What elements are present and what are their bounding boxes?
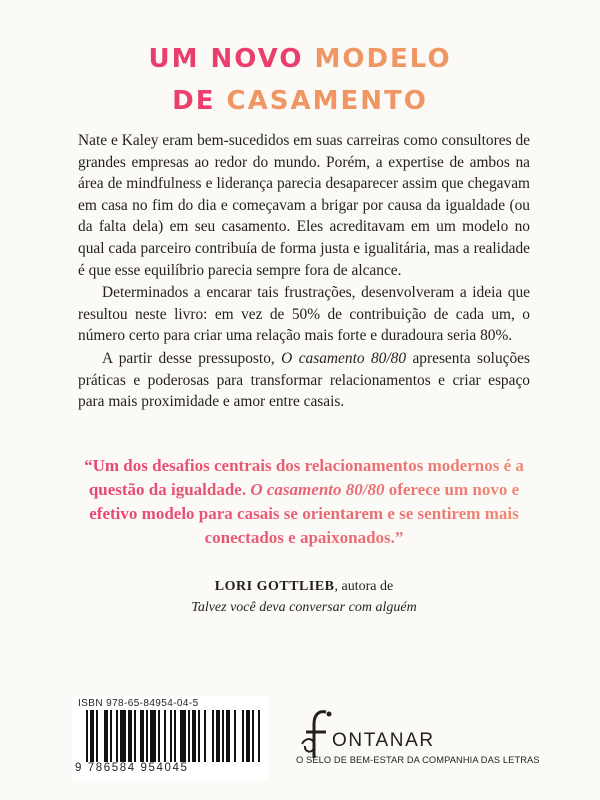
isbn-label: ISBN 978-65-84954-04-5 bbox=[78, 698, 199, 709]
author-name: LORI GOTTLIEB bbox=[214, 579, 335, 594]
publisher-logo bbox=[296, 708, 576, 778]
book-description bbox=[78, 130, 530, 413]
barcode-digits: 9 786584 954045 bbox=[75, 762, 189, 774]
book-title-italic: O casamento 80/80 bbox=[281, 349, 407, 367]
quote-book-title: O casamento 80/80 bbox=[250, 480, 385, 499]
publisher-brand: ONTANAR bbox=[332, 730, 435, 751]
description-paragraph-1: Nate e Kaley eram bem-sucedidos em suas carreiras como consultores de grandes empresas ao redor do mundo. Porém, a expertise de ambos na área de mindfulness e liderança parecia desaparecer assim que chegavam em casa no fim do dia e começavam a brigar por causa da igualdade (ou da falta dela) em seu casamento. Eles acreditavam em um modelo no qual cada parceiro contribuía de forma justa e igualitária, mas a realidade é que esse equilíbrio parecia sempre fora de alcance. bbox=[78, 132, 530, 279]
headline-word: CASAMENTO bbox=[226, 86, 428, 116]
headline-word: DE bbox=[172, 86, 227, 116]
publisher-tagline: O SELO DE BEM-ESTAR DA COMPANHIA DAS LETRAS bbox=[296, 755, 540, 765]
text-span: A partir desse pressuposto, bbox=[102, 349, 282, 367]
headline-line-2 bbox=[0, 80, 600, 122]
author-book-title: Talvez você deva conversar com alguém bbox=[191, 600, 417, 615]
cover-headline bbox=[0, 38, 600, 122]
author-suffix: , autora de bbox=[334, 579, 394, 594]
quote-text: “Um dos desafios centrais dos relacionamentos modernos é a questão da igualdade. bbox=[84, 456, 524, 499]
text-span: apresenta soluções práticas e poderosas para transformar relacionamentos e criar espaço para mais proximidade e amor entre casais. bbox=[78, 349, 530, 411]
headline-word: MODELO bbox=[314, 44, 452, 74]
headline-word: UM NOVO bbox=[148, 44, 315, 74]
barcode-block bbox=[72, 696, 268, 780]
description-paragraph-3 bbox=[78, 348, 530, 413]
quote-attribution bbox=[78, 576, 530, 618]
headline-line-1 bbox=[0, 38, 600, 80]
description-paragraph-2: Determinados a encarar tais frustrações, desenvolveram a ideia que resultou neste livro: em vez de 50% de contribuição de cada um, o número certo para criar uma relação mais forte e duradoura seria 80%. bbox=[78, 284, 530, 345]
quote-text: oferece um novo e efetivo modelo para casais se orientarem e se sentirem mais conectados e apaixonados.” bbox=[89, 480, 520, 547]
endorsement-quote bbox=[78, 454, 530, 550]
barcode-icon bbox=[86, 710, 262, 762]
